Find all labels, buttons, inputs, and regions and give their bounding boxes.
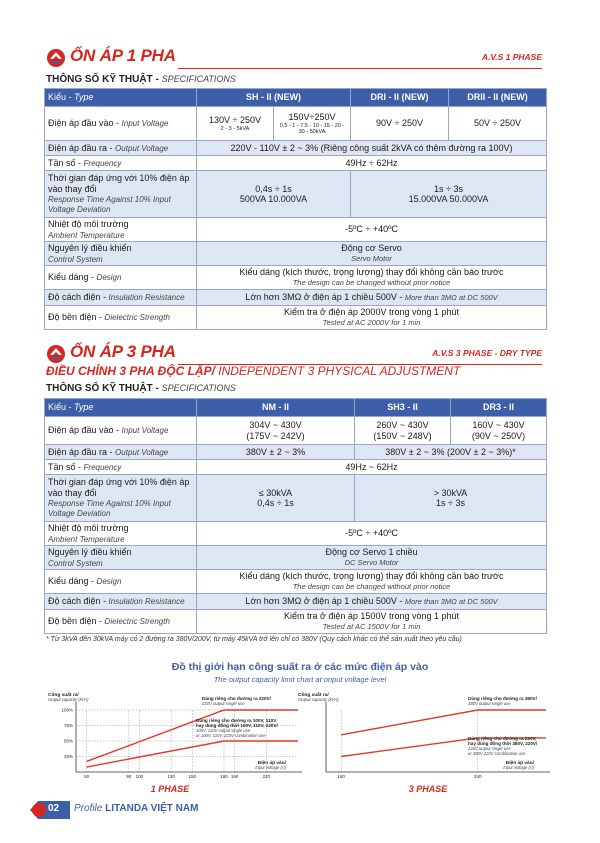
- row-input-voltage-label: Điện áp đầu vào - Input Voltage: [45, 107, 197, 141]
- row-input-voltage-label: Điện áp đầu vào - Input Voltage: [45, 417, 197, 445]
- row-output-voltage-label: Điện áp đầu ra - Output Voltage: [45, 141, 197, 156]
- row-insulation-label: Độ cách điện - Insulation Resistance: [45, 594, 197, 610]
- chart-3-phase: [298, 688, 552, 794]
- row-output-voltage-label: Điện áp đầu ra - Output Voltage: [45, 445, 197, 460]
- row-dielectric-label: Độ bền điện - Dielectric Strength: [45, 610, 197, 634]
- design-value: Kiểu dáng (kích thước, trọng lượng) thay đổi không cần báo trước The design can be changed without prior notice: [197, 570, 547, 594]
- dr3-input: 160V ~ 430V (90V ~ 250V): [451, 417, 547, 445]
- y-axis-label-en: Output capacity (kVA): [48, 697, 89, 702]
- y-tick-label: 50%: [63, 738, 73, 744]
- row-control-label: Nguyên lý điều khiển Control System: [45, 546, 197, 570]
- section-1-subtitle: A.V.S 1 PHASE: [481, 52, 542, 62]
- response-time-small: ≤ 30kVA 0,4s ÷ 1s: [197, 475, 355, 522]
- x-tick-label: 180: [220, 774, 228, 779]
- section-2-title: ỔN ÁP 3 PHA: [70, 342, 176, 361]
- insulation-value: Lớn hơn 3MΩ ở điện áp 1 chiều 500V - More than 3MΩ at DC 500V: [197, 290, 547, 306]
- x-tick-label: 160: [337, 774, 345, 779]
- temperature-value: -5ºC ÷ +40ºC: [197, 522, 547, 546]
- header-type: Kiểu - Type: [45, 399, 197, 417]
- header-nm-ii: NM - II: [197, 399, 355, 417]
- series-1-label: Dùng riêng cho đường ra 220V/: [202, 696, 271, 701]
- dielectric-value: Kiểm tra ở điện áp 1500V trong vòng 1 phút Tested at AC 1500V for 1 min: [197, 610, 547, 634]
- x-axis-label: Điện áp vào/: [257, 761, 286, 766]
- series-line-1: [341, 710, 546, 735]
- response-time-large: 1s ÷ 3s 15.000VA 50.000VA: [351, 171, 547, 218]
- header-sh3-ii: SH3 - II: [355, 399, 451, 417]
- row-design-label: Kiểu dáng - Design: [45, 266, 197, 290]
- row-response-time-label: Thời gian đáp ứng với 10% điện áp vào thay đổi Response Time Against 10% Input Voltage Deviation: [45, 171, 197, 218]
- section-1-spec-label: THÔNG SỐ KỸ THUẬT - SPECIFICATIONS: [46, 74, 236, 85]
- header-dri-ii: DRI - II (NEW): [351, 89, 449, 107]
- header-drii-ii: DRII - II (NEW): [449, 89, 547, 107]
- series-2-label-cont: hay dùng đồng thời 100V, 110V, 220V/: [196, 723, 278, 728]
- nm-input: 304V ~ 430V (175V ~ 242V): [197, 417, 355, 445]
- litanda-logo-icon: [46, 344, 66, 364]
- section-2-subtitle: A.V.S 3 PHASE - DRY TYPE: [432, 348, 542, 358]
- sh-input-b: 150V÷250V 0.5 - 1 - 7.5 - 10 - 15 - 20 - 30 - 50kVA: [274, 107, 351, 141]
- series-2-label-cont: hay dùng đồng thời 380V, 220V/: [468, 741, 538, 746]
- x-axis-label-en: Input voltage (V): [503, 765, 534, 770]
- drii-input: 50V ÷ 250V: [449, 107, 547, 141]
- nm-output-value: 380V ± 2 ~ 3%: [197, 445, 355, 460]
- x-tick-label: 50: [84, 774, 90, 779]
- page-number: 02: [48, 803, 60, 814]
- section-1-rule: [178, 68, 542, 69]
- series-2-label: Dùng riêng cho đường ra 220V,: [468, 736, 537, 741]
- page-footer: [30, 801, 570, 819]
- frequency-value: 49Hz ~ 62Hz: [197, 460, 547, 475]
- x-axis-label: Điện áp vào/: [505, 761, 534, 766]
- row-insulation-label: Độ cách điện - Insulation Resistance: [45, 290, 197, 306]
- section-2-footnote: * Từ 3kVA đến 30kVA máy có 2 đường ra 380V/200V, từ máy 45kVA trở lên chỉ có 380V (Quy cách khác có thể sản xuất theo yêu cầu): [46, 636, 462, 643]
- y-axis-label-en: Output capacity (kVA): [298, 697, 339, 702]
- section-1-header: [46, 46, 546, 72]
- chart-section-title: Đồ thị giới hạn công suất ra ở các mức điện áp vào: [171, 661, 429, 673]
- header-sh-ii: SH - II (NEW): [197, 89, 351, 107]
- sh3-dr3-output-value: 380V ± 2 ~ 3% (200V ± 2 ~ 3%)*: [355, 445, 547, 460]
- series-2-label-en: 100V, 110V output single use: [196, 728, 251, 733]
- series-2-label-en-cont: or 380V 220V combination use: [468, 751, 526, 756]
- frequency-value: 49Hz ÷ 62Hz: [197, 156, 547, 171]
- section-2-subheading: ĐIỀU CHỈNH 3 PHA ĐỘC LẬP/ INDEPENDENT 3 PHYSICAL ADJUSTMENT: [46, 364, 461, 378]
- chart-section-subtitle: The output capacity limit chart at onput voltage level: [213, 675, 387, 684]
- section-1-title: ỔN ÁP 1 PHA: [70, 46, 176, 65]
- x-axis-label-en: Input voltage (V): [255, 765, 286, 770]
- y-axis-label: Công suất ra/: [48, 693, 79, 698]
- chart-1-caption: 1 PHASE: [150, 784, 190, 794]
- row-design-label: Kiểu dáng - Design: [45, 570, 197, 594]
- section-2-spec-table: [44, 398, 547, 634]
- dielectric-value: Kiểm tra ở điện áp 2000V trong vòng 1 phút Tested at AC 2000V for 1 min: [197, 306, 547, 330]
- row-temperature-label: Nhiệt độ môi trường Ambient Temperature: [45, 218, 197, 242]
- chart-1-phase: [46, 688, 306, 794]
- x-tick-label: 90: [126, 774, 132, 779]
- row-frequency-label: Tần số - Frequency: [45, 460, 197, 475]
- section-2-spec-label: THÔNG SỐ KỸ THUẬT - SPECIFICATIONS: [46, 383, 236, 394]
- row-response-time-label: Thời gian đáp ứng với 10% điện áp vào thay đổi Response Time Against 10% Input Voltage Deviation: [45, 475, 197, 522]
- header-type: Kiểu - Type: [45, 89, 197, 107]
- series-2-label: Dùng riêng cho đường ra 100V, 110V: [196, 718, 277, 723]
- x-tick-label: 340: [473, 774, 482, 779]
- footer-brand: Profile LITANDA VIỆT NAM: [74, 803, 199, 814]
- sh3-input: 260V ~ 430V (150V ~ 248V): [355, 417, 451, 445]
- control-value: Động cơ Servo 1 chiều DC Servo Motor: [197, 546, 547, 570]
- x-tick-label: 150: [188, 774, 197, 779]
- insulation-value: Lớn hơn 3MΩ ở điện áp 1 chiều 500V - More than 3MΩ at DC 500V: [197, 594, 547, 610]
- row-dielectric-label: Độ bền điện - Dielectric Strength: [45, 306, 197, 330]
- series-1-label-en: 220V output single use: [202, 701, 245, 706]
- series-2-label-en: 220V output single use: [468, 746, 511, 751]
- litanda-logo-icon: [46, 48, 66, 68]
- x-tick-label: 220: [262, 774, 271, 779]
- series-1-label-en: 380V output single use: [468, 701, 511, 706]
- dri-input: 90V ÷ 250V: [351, 107, 449, 141]
- x-tick-label: 130: [167, 774, 175, 779]
- output-voltage-value: 220V - 110V ± 2 ~ 3% (Riêng công suất 2kVA có thêm đường ra 100V): [197, 141, 547, 156]
- design-value: Kiểu dáng (kích thước, trọng lượng) thay đổi không cần báo trước The design can be changed without prior notice: [197, 266, 547, 290]
- series-2-label-en-cont: or 100V, 110V, 220V combination use: [196, 733, 266, 738]
- row-temperature-label: Nhiệt độ môi trường Ambient Temperature: [45, 522, 197, 546]
- header-dr3-ii: DR3 - II: [451, 399, 547, 417]
- series-1-label: Dùng riêng cho đường ra 380V/: [468, 696, 537, 701]
- temperature-value: -5ºC ÷ +40ºC: [197, 218, 547, 242]
- response-time-large: > 30kVA 1s ÷ 3s: [355, 475, 547, 522]
- x-tick-label: 100: [135, 774, 144, 779]
- row-control-label: Nguyên lý điều khiển Control System: [45, 242, 197, 266]
- control-value: Động cơ Servo Servo Motor: [197, 242, 547, 266]
- y-tick-label: 100%: [61, 707, 73, 713]
- y-axis-label: Công suất ra/: [298, 693, 329, 698]
- sh-input-a: 130V ÷ 250V 2 - 3 - 5kVA: [197, 107, 274, 141]
- y-tick-label: 75%: [63, 723, 73, 728]
- chart-3-caption: 3 PHASE: [408, 784, 448, 794]
- row-frequency-label: Tần số - Frequency: [45, 156, 197, 171]
- y-tick-label: 25%: [63, 754, 73, 759]
- section-1-spec-table: [44, 88, 547, 330]
- response-time-small: 0,4s ÷ 1s 500VA 10.000VA: [197, 171, 351, 218]
- x-tick-label: 190: [230, 774, 239, 779]
